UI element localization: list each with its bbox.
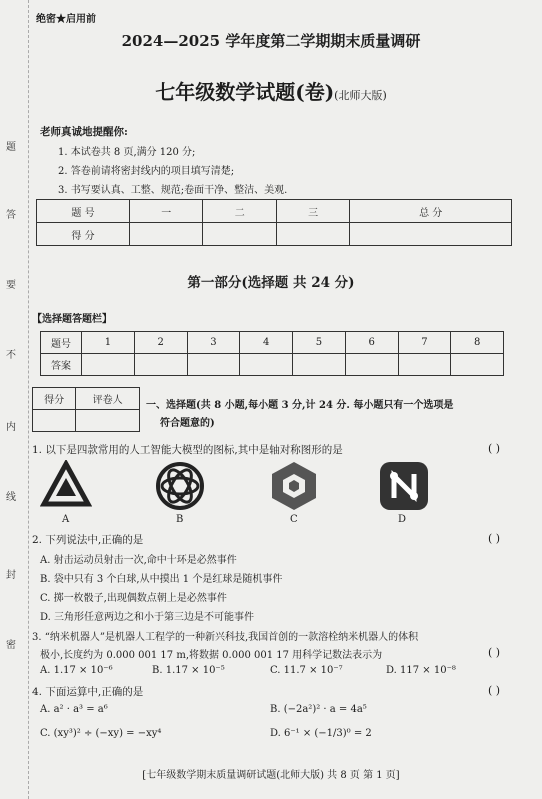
answer-cell[interactable]	[398, 354, 451, 376]
answer-header: 7	[398, 332, 451, 354]
score-header: 三	[276, 200, 349, 223]
score-cell[interactable]	[350, 223, 512, 246]
question-option: A. a² · a³ = a⁶	[40, 704, 108, 715]
question-4-stem: 4. 下面运算中,正确的是	[32, 686, 144, 698]
answer-table	[40, 331, 504, 376]
answer-header: 3	[187, 332, 240, 354]
node-graph-logo-icon	[378, 460, 430, 512]
answer-paren[interactable]: ( )	[488, 532, 501, 545]
notice-rule: 3. 书写要认真、工整、规范;卷面干净、整洁、美观.	[58, 185, 288, 196]
question-2-stem: 2. 下列说法中,正确的是	[32, 534, 144, 546]
answer-header: 6	[345, 332, 398, 354]
option-label: A	[62, 514, 70, 525]
margin-label: 要	[6, 280, 16, 291]
hexagon-cube-logo-icon	[268, 460, 320, 512]
score-cell[interactable]	[203, 223, 276, 246]
option-label: B	[176, 514, 184, 525]
question-option: C. (xy³)² ÷ (−xy) = −xy⁴	[40, 728, 162, 739]
question-3-stem-cont: 极小,长度约为 0.000 001 17 m,将数据 0.000 001 17 用科学记数法表示为	[40, 650, 383, 661]
score-header: 一	[130, 200, 203, 223]
answer-header: 8	[451, 332, 504, 354]
margin-label: 封	[6, 570, 16, 581]
grader-cell[interactable]	[33, 410, 76, 432]
answer-header: 1	[82, 332, 135, 354]
page-footer: [七年级数学期末质量调研试题(北师大版) 共 8 页 第 1 页]	[142, 770, 400, 781]
answer-paren[interactable]: ( )	[488, 442, 501, 455]
grader-header: 评卷人	[76, 388, 140, 410]
margin-label: 内	[6, 422, 16, 433]
notice-rule: 1. 本试卷共 8 页,满分 120 分;	[58, 147, 196, 158]
answer-header: 4	[240, 332, 293, 354]
margin-label: 题	[6, 142, 16, 153]
notice-rule: 2. 答卷前请将密封线内的项目填写清楚;	[58, 166, 235, 177]
option-label: D	[398, 514, 407, 525]
question-option: C. 掷一枚骰子,出现偶数点朝上是必然事件	[40, 593, 227, 604]
score-header: 二	[203, 200, 276, 223]
question-1-stem: 1. 以下是四款常用的人工智能大模型的图标,其中是轴对称图形的是	[32, 444, 343, 456]
exam-title: 2024—2025 学年度第二学期期末质量调研	[121, 32, 421, 50]
secret-label: 绝密★启用前	[36, 14, 96, 25]
score-header: 总 分	[350, 200, 512, 223]
paper-title	[0, 76, 542, 105]
answer-cell[interactable]	[134, 354, 187, 376]
openai-knot-logo-icon	[154, 460, 206, 512]
question-option: C. 11.7 × 10⁻⁷	[270, 665, 343, 676]
answer-paren[interactable]: ( )	[488, 646, 501, 659]
score-cell[interactable]	[276, 223, 349, 246]
margin-label: 不	[6, 350, 16, 361]
edition-label: (北师大版)	[334, 89, 387, 102]
grader-table	[32, 387, 140, 432]
notice-heading: 老师真诚地提醒你:	[40, 126, 128, 138]
binding-margin	[0, 0, 29, 799]
grader-cell[interactable]	[76, 410, 140, 432]
part1-instruction: 一、选择题(共 8 小题,每小题 3 分,计 24 分. 每小题只有一个选项是	[146, 400, 454, 411]
answer-header: 题号	[41, 332, 82, 354]
question-option: B. 袋中只有 3 个白球,从中摸出 1 个是红球是随机事件	[40, 574, 283, 585]
question-option: A. 射击运动员射击一次,命中十环是必然事件	[40, 555, 237, 566]
margin-label: 答	[6, 210, 16, 221]
margin-label: 线	[6, 492, 16, 503]
score-header: 题 号	[37, 200, 130, 223]
answer-label: 答案	[41, 354, 82, 376]
paper-title-main: 七年级数学试题(卷)	[155, 80, 335, 104]
answer-cell[interactable]	[293, 354, 346, 376]
option-label: C	[290, 514, 298, 525]
answer-bar-label: 【选择题答题栏】	[32, 314, 112, 325]
answer-cell[interactable]	[451, 354, 504, 376]
answer-cell[interactable]	[240, 354, 293, 376]
answer-header: 5	[293, 332, 346, 354]
grader-header: 得分	[33, 388, 76, 410]
question-option: B. (−2a²)² · a = 4a⁵	[270, 704, 367, 715]
score-cell[interactable]	[130, 223, 203, 246]
question-option: D. 三角形任意两边之和小于第三边是不可能事件	[40, 612, 255, 623]
triangle-knot-logo-icon	[40, 460, 92, 512]
score-table	[36, 199, 512, 246]
question-option: B. 1.17 × 10⁻⁵	[152, 665, 225, 676]
question-option: D. 6⁻¹ × (−1/3)⁰ = 2	[270, 728, 372, 739]
answer-cell[interactable]	[82, 354, 135, 376]
margin-label: 密	[6, 640, 16, 651]
answer-paren[interactable]: ( )	[488, 684, 501, 697]
answer-cell[interactable]	[187, 354, 240, 376]
score-label: 得 分	[37, 223, 130, 246]
part1-instruction-cont: 符合题意的)	[160, 418, 215, 429]
question-3-stem: 3. “纳米机器人”是机器人工程学的一种新兴科技,我国首创的一款溶栓纳米机器人的体积	[32, 632, 419, 643]
answer-cell[interactable]	[345, 354, 398, 376]
answer-header: 2	[134, 332, 187, 354]
section-title: 第一部分(选择题 共 24 分)	[187, 275, 355, 291]
question-option: D. 117 × 10⁻⁸	[386, 665, 456, 676]
question-option: A. 1.17 × 10⁻⁶	[40, 665, 113, 676]
